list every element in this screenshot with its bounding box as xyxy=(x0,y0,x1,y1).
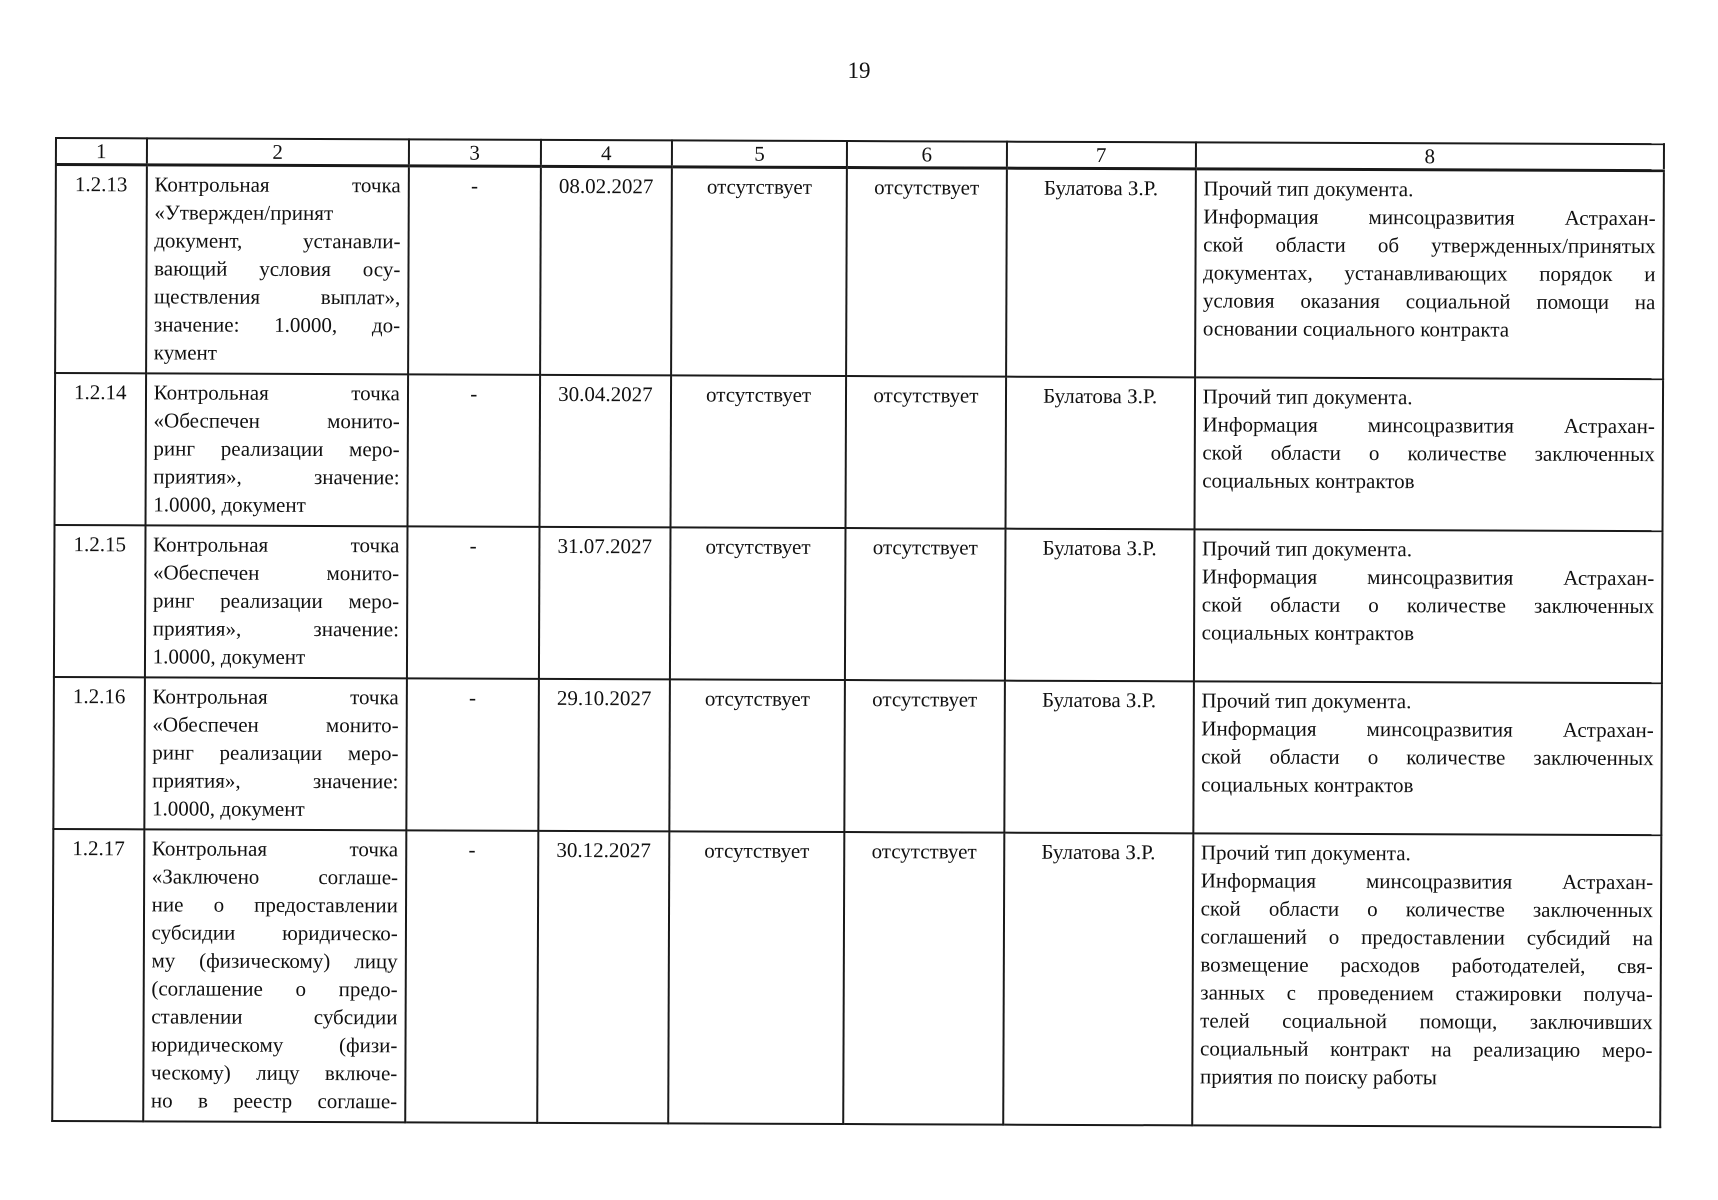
date-value: 08.02.2027 xyxy=(558,173,654,199)
responsible-cell xyxy=(1006,168,1196,377)
control-point-line: ринг реализации меро- xyxy=(152,740,399,766)
column-5-value: отсутствует xyxy=(705,534,811,559)
column-header: 2 xyxy=(147,138,409,166)
document-cell xyxy=(1194,377,1663,531)
column-3-value: - xyxy=(468,837,476,862)
column-3-value: - xyxy=(469,533,477,558)
document-description-line: занных с проведением стажировки получа- xyxy=(1200,980,1653,1007)
column-header: 3 xyxy=(409,139,541,166)
column-3-cell xyxy=(407,526,539,679)
control-point-line: Контрольная точка xyxy=(154,172,401,198)
table-row xyxy=(55,165,1664,380)
document-description-line: Информация минсоцразвития Астрахан- xyxy=(1202,412,1655,439)
item-number-cell xyxy=(55,165,146,374)
date-value: 31.07.2027 xyxy=(557,533,653,559)
document-cell xyxy=(1192,833,1662,1127)
document-description-line: Информация минсоцразвития Астрахан- xyxy=(1203,204,1656,231)
document-type: Прочий тип документа. xyxy=(1200,840,1411,866)
control-point-cell xyxy=(145,525,408,678)
column-6-cell xyxy=(846,168,1007,377)
control-point-line: му (физическому) лицу xyxy=(151,948,398,974)
table-row xyxy=(54,525,1663,683)
responsible-cell xyxy=(1005,529,1194,682)
responsible-person: Булатова З.Р. xyxy=(1043,383,1158,409)
control-point-line: «Заключено соглаше- xyxy=(151,864,399,890)
item-number-cell xyxy=(52,829,144,1121)
document-type: Прочий тип документа. xyxy=(1201,688,1412,714)
document-description-line: социальных контрактов xyxy=(1201,772,1414,798)
document-cell xyxy=(1193,529,1662,683)
table-container xyxy=(51,137,1665,1128)
document-description-line: ской области об утвержденных/принятых xyxy=(1203,232,1656,259)
control-point-line: приятия», значение: xyxy=(152,616,400,642)
column-6-value: отсутствует xyxy=(871,839,977,864)
document-type: Прочий тип документа. xyxy=(1203,176,1414,202)
document-description-line: основании социального контракта xyxy=(1202,316,1510,342)
control-point-line: кумент xyxy=(153,340,218,365)
control-point-line: документ, устанавли- xyxy=(154,228,401,254)
table-row xyxy=(52,829,1661,1127)
item-number: 1.2.15 xyxy=(73,532,127,557)
column-5-cell xyxy=(671,375,846,528)
control-point-line: ществления выплат», xyxy=(153,284,401,310)
control-point-line: ринг реализации меро- xyxy=(153,436,400,462)
control-point-line: ние о предоставлении xyxy=(151,892,398,918)
document-description-line: возмещение расходов работодателей, свя- xyxy=(1200,952,1653,979)
document-description-line: ской области о количестве заключенных xyxy=(1200,896,1654,923)
column-header: 7 xyxy=(1007,142,1196,169)
document-type: Прочий тип документа. xyxy=(1201,536,1413,562)
document-description-line: документах, устанавливающих порядок и xyxy=(1203,260,1656,287)
document-description-line: ской области о количестве заключенных xyxy=(1201,744,1654,771)
column-5-cell xyxy=(668,831,844,1124)
control-point-line: Контрольная точка xyxy=(152,684,399,710)
date-cell xyxy=(538,527,670,680)
document-description-line: Информация минсоцразвития Астрахан- xyxy=(1200,868,1654,895)
document-description-line: ской области о количестве заключенных xyxy=(1201,592,1655,619)
document-description-line: Информация минсоцразвития Астрахан- xyxy=(1201,564,1655,591)
column-6-value: отсутствует xyxy=(874,175,980,200)
column-header: 6 xyxy=(847,141,1007,168)
column-3-value: - xyxy=(470,381,478,406)
responsible-person: Булатова З.Р. xyxy=(1041,839,1156,865)
column-5-value: отсутствует xyxy=(704,686,811,711)
table-row xyxy=(53,677,1662,835)
column-6-cell xyxy=(843,832,1004,1125)
control-point-line: вающий условия осу- xyxy=(154,256,401,282)
document-description-line: социальных контрактов xyxy=(1201,620,1415,646)
control-points-table xyxy=(51,137,1665,1128)
control-point-cell xyxy=(144,677,407,830)
date-cell xyxy=(539,375,671,528)
date-value: 30.12.2027 xyxy=(556,837,651,863)
item-number: 1.2.14 xyxy=(74,380,127,405)
control-point-line: 1.0000, документ xyxy=(152,644,306,669)
item-number-cell xyxy=(53,677,144,829)
document-description-line: приятия по поиску работы xyxy=(1199,1064,1437,1090)
control-point-cell xyxy=(143,829,406,1122)
document-description-line: условия оказания социальной помощи на xyxy=(1202,288,1656,315)
column-header: 1 xyxy=(56,138,147,165)
control-point-line: Контрольная точка xyxy=(153,532,400,558)
control-point-line: приятия», значение: xyxy=(153,464,400,490)
responsible-cell xyxy=(1004,681,1193,834)
control-point-line: приятия», значение: xyxy=(152,768,399,794)
column-3-cell xyxy=(406,678,538,831)
table-body xyxy=(52,165,1664,1128)
responsible-cell xyxy=(1005,377,1194,530)
document-type: Прочий тип документа. xyxy=(1202,384,1413,410)
document-description-line: соглашений о предоставлении субсидий на xyxy=(1200,924,1653,951)
responsible-cell xyxy=(1003,833,1193,1126)
column-5-cell xyxy=(671,167,847,376)
control-point-line: ческому) лицу включе- xyxy=(151,1060,398,1086)
item-number: 1.2.16 xyxy=(72,684,126,709)
document-description-line: ской области о количестве заключенных xyxy=(1202,440,1655,467)
control-point-line: но в реестр соглаше- xyxy=(150,1088,398,1114)
date-value: 30.04.2027 xyxy=(558,381,653,407)
control-point-line: 1.0000, документ xyxy=(153,492,306,517)
column-header: 8 xyxy=(1195,142,1664,170)
date-cell xyxy=(537,831,670,1124)
control-point-cell xyxy=(146,165,409,375)
column-6-cell xyxy=(845,528,1005,681)
control-point-line: Контрольная точка xyxy=(151,836,399,862)
control-point-line: юридическому (физи- xyxy=(151,1032,398,1058)
document-description-line: социальный контракт на реализацию меро- xyxy=(1200,1036,1653,1063)
responsible-person: Булатова З.Р. xyxy=(1041,687,1157,713)
control-point-line: ринг реализации меро- xyxy=(152,588,400,614)
column-3-value: - xyxy=(470,173,479,198)
column-5-value: отсутствует xyxy=(704,838,810,863)
control-point-line: (соглашение о предо- xyxy=(151,976,398,1002)
date-cell xyxy=(538,679,670,832)
control-point-line: «Утвержден/принят xyxy=(154,200,334,226)
date-value: 29.10.2027 xyxy=(556,685,652,711)
document-description-line: Информация минсоцразвития Астрахан- xyxy=(1201,716,1654,743)
page-number: 19 xyxy=(847,58,871,83)
control-point-line: ставлении субсидии xyxy=(151,1004,398,1030)
column-6-value: отсутствует xyxy=(873,383,979,408)
column-5-cell xyxy=(670,679,845,832)
control-point-line: «Обеспечен монито- xyxy=(153,408,400,434)
column-header: 5 xyxy=(672,140,847,167)
item-number-cell xyxy=(54,525,145,677)
column-3-value: - xyxy=(469,685,477,710)
control-point-line: «Обеспечен монито- xyxy=(152,560,400,586)
column-6-value: отсутствует xyxy=(872,535,978,560)
document-cell xyxy=(1195,169,1664,379)
responsible-person: Булатова З.Р. xyxy=(1042,535,1157,561)
document-description-line: социальных контрактов xyxy=(1202,468,1415,494)
item-number-cell xyxy=(55,373,146,525)
table-row xyxy=(55,373,1664,531)
column-3-cell xyxy=(407,374,539,527)
document-description-line: телей социальной помощи, заключивших xyxy=(1200,1008,1653,1035)
column-5-value: отсутствует xyxy=(706,174,812,199)
column-3-cell xyxy=(408,166,540,375)
control-point-line: 1.0000, документ xyxy=(152,796,305,821)
column-6-cell xyxy=(846,376,1006,529)
column-6-cell xyxy=(844,680,1004,833)
column-5-value: отсутствует xyxy=(706,382,812,407)
column-header: 4 xyxy=(540,140,672,167)
control-point-line: значение: 1.0000, до- xyxy=(153,312,401,338)
column-5-cell xyxy=(670,527,845,680)
control-point-line: «Обеспечен монито- xyxy=(152,712,399,738)
column-3-cell xyxy=(405,830,538,1123)
document-cell xyxy=(1193,681,1662,835)
control-point-line: субсидии юридическо- xyxy=(151,920,398,946)
control-point-cell xyxy=(145,373,408,526)
column-6-value: отсутствует xyxy=(872,687,978,712)
date-cell xyxy=(540,166,672,375)
control-point-line: Контрольная точка xyxy=(153,380,400,406)
item-number: 1.2.13 xyxy=(74,172,128,197)
responsible-person: Булатова З.Р. xyxy=(1043,175,1159,201)
item-number: 1.2.17 xyxy=(72,836,125,861)
